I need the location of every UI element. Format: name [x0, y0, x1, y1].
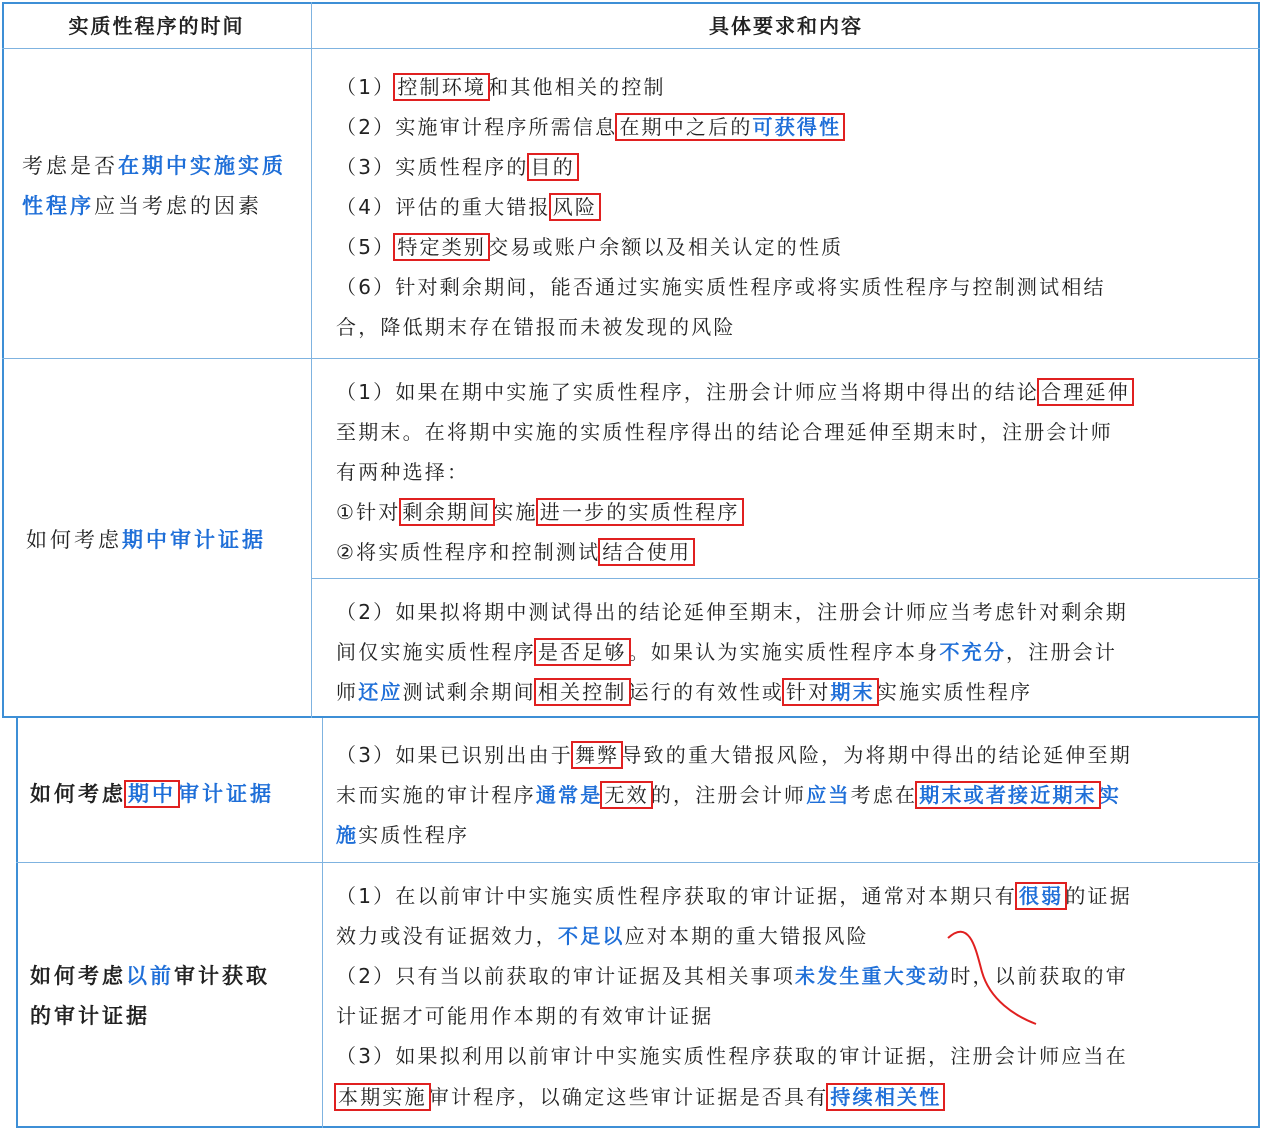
red-annotation-stroke: [940, 920, 1050, 1030]
row4-line-2: 效力或没有证据效力，不足以应对本期的重大错报风险: [336, 924, 869, 948]
row1-line-3: （3）实质性程序的 目的: [336, 155, 575, 179]
row-divider: [2, 358, 1260, 359]
row2-line-1: （1）如果在期中实施了实质性程序，注册会计师应当将期中得出的结论 合理延伸: [336, 380, 1130, 404]
row2-line-3: 有两种选择：: [336, 460, 470, 484]
row-divider: [2, 48, 1260, 49]
column-divider: [311, 2, 312, 718]
row2-label: 如何考虑期中审计证据: [26, 528, 266, 552]
row2-line-4: ①针对 剩余期间 实施 进一步的实质性程序: [336, 500, 740, 524]
row4-line-1: （1）在以前审计中实施实质性程序获取的审计证据，通常对本期只有 很弱 的证据: [336, 884, 1132, 908]
row4-line-6: 本期实施 审计程序，以确定这些审计证据是否具有 持续相关性: [338, 1085, 942, 1109]
row2b-line-1: （2）如果拟将期中测试得出的结论延伸至期末，注册会计师应当考虑针对剩余期: [336, 600, 1128, 624]
row4-line-5: （3）如果拟利用以前审计中实施实质性程序获取的审计证据，注册会计师应当在: [336, 1044, 1128, 1068]
row-divider: [16, 862, 1260, 863]
row4-line-3: （2）只有当以前获取的审计证据及其相关事项未发生重大变动时，以前获取的审: [336, 964, 1128, 988]
row4-line-4: 计证据才可能用作本期的有效审计证据: [336, 1004, 714, 1028]
row1-line-5: （5） 特定类别 交易或账户余额以及相关认定的性质: [336, 235, 844, 259]
row3-label: 如何考虑期中审计证据: [30, 782, 274, 806]
row4-label: 如何考虑以前审计获取 的审计证据: [30, 964, 270, 1028]
row1-line-7: 合，降低期末存在错报而未被发现的风险: [336, 315, 736, 339]
row1-label: 考虑是否在期中实施实质性程序应当考虑的因素: [22, 154, 286, 218]
header-col1: 实质性程序的时间: [68, 14, 245, 38]
column-divider-lower: [322, 718, 323, 1128]
row2-line-5: ②将实质性程序和控制测试 结合使用: [336, 540, 692, 564]
row1-line-2: （2）实施审计程序所需信息 在期中之后的可获得性: [336, 115, 842, 139]
row1-line-4: （4）评估的重大错报 风险: [336, 195, 598, 219]
row1-line-1: （1） 控制环境 和其他相关的控制: [336, 75, 666, 99]
row-divider: [311, 578, 1260, 579]
row2-line-2: 至期末。在将期中实施的实质性程序得出的结论合理延伸至期末时，注册会计师: [336, 420, 1113, 444]
row2b-line-3: 师还应测试剩余期间 相关控制 运行的有效性或 针对期末 实施实质性程序: [336, 680, 1033, 704]
row3-line-2: 末而实施的审计程序通常是 无效 的，注册会计师应当考虑在 期末或者接近期末 实: [336, 783, 1122, 807]
row2b-line-2: 间仅实施实质性程序 是否足够 。如果认为实施实质性程序本身不充分，注册会计: [336, 640, 1118, 664]
header-col2: 具体要求和内容: [709, 14, 863, 38]
row3-line-3: 施实质性程序: [336, 823, 470, 847]
row3-line-1: （3）如果已识别出由于 舞弊 导致的重大错报风险，为将期中得出的结论延伸至期: [336, 743, 1132, 767]
row1-line-6: （6）针对剩余期间，能否通过实施实质性程序或将实质性程序与控制测试相结: [336, 275, 1106, 299]
